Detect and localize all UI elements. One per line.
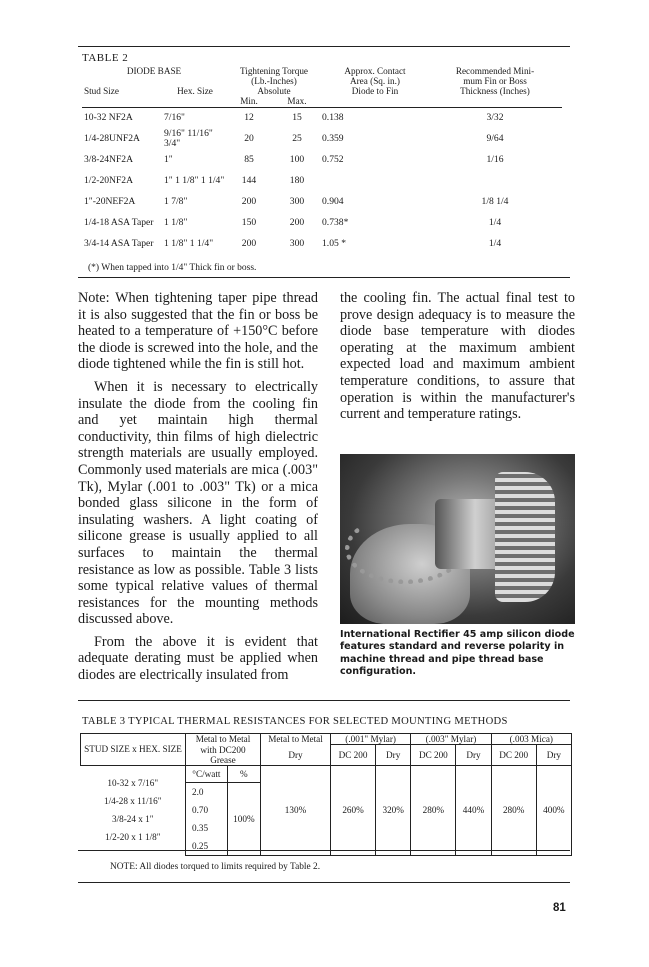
left-column xyxy=(78,290,318,690)
table-row: 3/4-14 ASA Taper 1 1/8" 1 1/4" 200 300 1.05 * 1/4 xyxy=(84,237,502,249)
right-column xyxy=(340,290,575,429)
paragraph: Note: When tightening taper pipe thread it is also suggested that the fin or boss be heated to a temperature of +150°C before the diode is screwed into the hole, and the diode tightened while the fin is still hot. xyxy=(78,290,318,373)
stud-hex-header: STUD SIZE x HEX. SIZE xyxy=(81,734,186,766)
table-row: 1/4-28 x 11/16" xyxy=(103,796,162,807)
table-row: 10-32 NF2A 7/16" 12 15 0.138 3/32 xyxy=(84,111,504,123)
table-row: 3/8-24NF2A 1" 85 100 0.752 1/16 xyxy=(84,153,504,165)
table-3-note: NOTE: All diodes torqued to limits required by Table 2. xyxy=(110,862,321,872)
hex-size-header: Hex. Size xyxy=(177,86,213,97)
table-2-footnote: (*) When tapped into 1/4" Thick fin or boss. xyxy=(88,263,257,273)
threaded-stud xyxy=(495,472,555,602)
table-row: 1/4-18 ASA Taper 1 1/8" 150 200 0.738* 1/4 xyxy=(84,216,502,228)
table-3: STUD SIZE x HEX. SIZE Metal to Metal Metal to Metal (.001" Mylar) (.003" Mylar) (.003 Mica) with DC200 Grease Dry DC 200 Dry DC 200 Dry DC 200 Dry 10-32 x 7/16" 1/4-28 x 11/16" 3/8-24 x 1" 1/2-20 x 1 1/8" °C/watt % 2.0 0.70 0.35 0.25 100% 130% 260% 320% 280% 440% 280% 400% xyxy=(80,733,572,856)
table-row: 1/2-20 x 1 1/8" xyxy=(104,832,161,843)
paragraph: When it is necessary to electrically insulate the diode from the cooling fin and yet maintain high thermal conductivity, thin films of high dielectric strength materials are usually employed. Commonly used materials are mica (.003" Tk), Mylar (.001 to .003" Tk) or a mica bonded glass silicone in the form of insulating washers. A light coating of silicone grease is usually applied to all surfaces to maintain the thermal resistance as low as possible. Table 3 lists some typical relative values of thermal resistances for the mounting methods discussed above. xyxy=(78,378,318,628)
section-rule-2 xyxy=(78,700,570,701)
max-header: Max. xyxy=(287,96,307,107)
table-row: 1/4-28UNF2A 9/16" 11/16" 3/4" 20 25 0.359 9/64 xyxy=(84,127,504,150)
photo-caption: International Rectifier 45 amp silicon diode features standard and reverse polarity in machine thread and pipe thread base configuration. xyxy=(340,629,575,678)
diode-photo xyxy=(340,454,575,624)
section-rule xyxy=(78,277,570,278)
table-row: 1/2-20NF2A 1" 1 1/8" 1 1/4" 144 180 xyxy=(84,174,305,186)
area-header: Approx. Contact xyxy=(344,66,406,77)
table-row: 10-32 x 7/16" xyxy=(107,778,159,789)
page-number: 81 xyxy=(553,902,566,914)
top-rule xyxy=(78,46,570,47)
table-2-title: TABLE 2 xyxy=(82,52,129,64)
diode-base-header: DIODE BASE xyxy=(126,66,182,77)
table-row: 3/8-24 x 1" xyxy=(111,814,154,825)
paragraph: From the above it is evident that adequate derating must be applied when diodes are electrically insulated from xyxy=(78,633,318,684)
torque-header: Tightening Torque xyxy=(239,66,308,77)
bottom-rule xyxy=(78,882,570,883)
stud-size-header: Stud Size xyxy=(84,86,119,97)
table-3-title: TABLE 3 TYPICAL THERMAL RESISTANCES FOR SELECTED MOUNTING METHODS xyxy=(82,716,508,727)
table-3-bottom-rule xyxy=(78,850,570,851)
table-2: TABLE 2 DIODE BASE Tightening Torque Approx. Contact Recommended Mini- (Lb.-Inches) Area (Sq. in.) mum Fin or Boss Stud Size Hex. Size Absolute Diode to Fin Thickness (Inches) Min. Max. 10-32 NF2A 7/16" 12 15 0.138 3/32 1/4-28UNF2A 9/16" 11/16" 3/4" 20 25 0.359 9/64 3/8-24NF2A 1" 85 100 0.752 1/16 1/2-20NF2A 1" 1 1/8" 1 1/4" 144 180 1"-20NEF2A 1 7/8" 200 300 0.904 1/8 1/4 1/4-18 ASA Taper 1 1/8" 150 200 0.738* 1/4 3/4-14 ASA Taper 1 1/8" 1 1/4" 200 300 1.05 * 1/4 xyxy=(82,52,562,255)
fin-header: Recommended Mini- xyxy=(455,66,535,77)
table-row: 1"-20NEF2A 1 7/8" 200 300 0.904 1/8 1/4 xyxy=(84,195,509,207)
min-header: Min. xyxy=(240,96,258,107)
paragraph: the cooling fin. The actual final test to prove design adequacy is to measure the diode base temperature with diodes operating at the maximum ambient expected load and maximum ambient temperature conditions, to assure that operation is within the manufacturer's current and temperature ratings. xyxy=(340,290,575,423)
